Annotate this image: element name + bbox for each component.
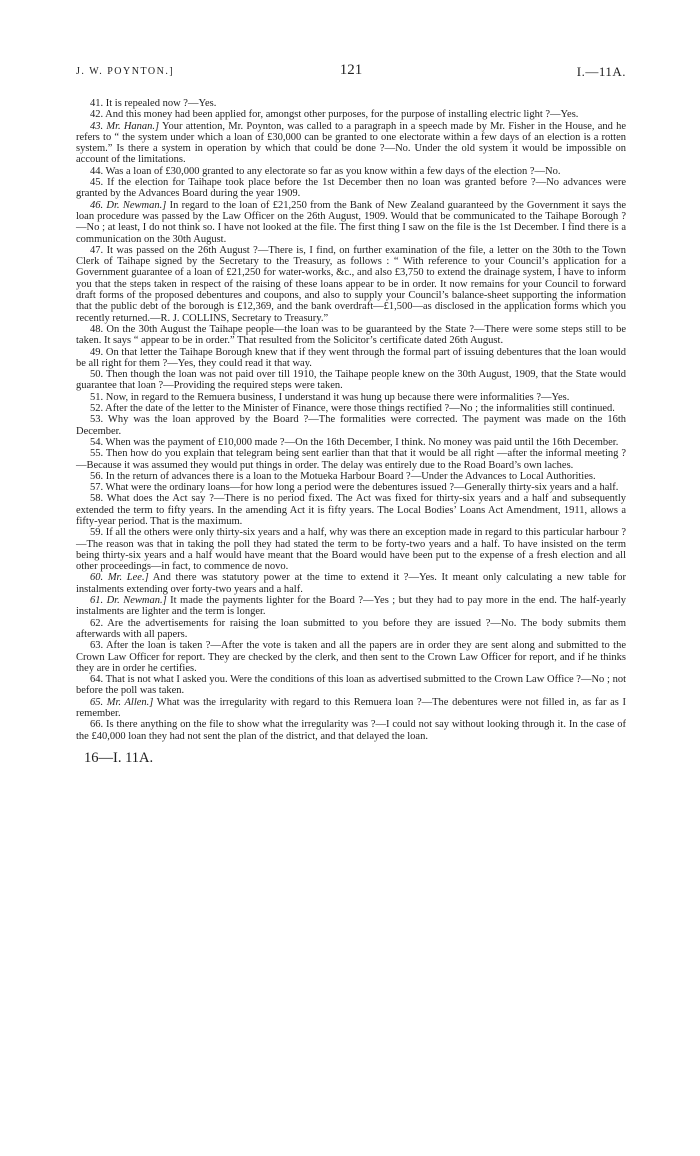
question-paragraph <box>76 640 626 674</box>
paragraph-text: 66. Is there anything on the file to show what the irregularity was ?—I could not say without looking through it. In the case of the £40,000 loan they had not sent the plan of the district, and that delayed the loan. <box>76 719 626 742</box>
question-paragraph <box>76 437 626 448</box>
question-paragraph <box>76 697 626 720</box>
question-paragraph <box>76 572 626 595</box>
paragraph-text: 58. What does the Act say ?—There is no period fixed. The Act was fixed for thirty-six years and a half and subsequently extended the term to fifty years. In the amending Act it is fifty years. The Local Bodies’ Loans Act Amendment, 1911, allows a fifty-year period. That is the maximum. <box>76 493 626 527</box>
question-paragraph <box>76 347 626 370</box>
question-paragraph <box>76 471 626 482</box>
paragraph-text: What was the irregularity with regard to this Remuera loan ?—The debentures were not filled in, as far as I remember. <box>76 696 626 720</box>
question-paragraph <box>76 166 626 177</box>
paragraph-text: And there was statutory power at the time to extend it ?—Yes. It meant only calculating a new table for instalments extending over forty-two years and a half. <box>76 572 626 595</box>
paragraph-text: 53. Why was the loan approved by the Board ?—The formalities were corrected. The payment was made on the 16th December. <box>76 414 626 437</box>
speaker-label: 65. Mr. Allen.] <box>90 696 154 708</box>
evidence-text <box>76 98 626 742</box>
paragraph-text: 41. It is repealed now ?—Yes. <box>90 98 217 109</box>
paragraph-text: 50. Then though the loan was not paid over till 1910, the Taihape people knew on the 30th August, 1909, that the State would guarantee that loan ?—Providing the required steps were taken. <box>76 369 626 392</box>
paragraph-text: 52. After the date of the letter to the Minister of Finance, were those things rectified ?—No ; the informalities still continued. <box>90 403 615 415</box>
question-paragraph <box>76 719 626 742</box>
paragraph-text: 47. It was passed on the 26th August ?—There is, I find, on further examination of the file, a letter on the 30th to the Town Clerk of Taihape signed by the Secretary to the Treasury, as follows : “ With reference to your Council’s application for a Government guarantee of a loan of £21,250 for water-works, &c., and also £3,750 to extend the drainage system, I have to inform you that the steps taken in respect of the raising of these loans appear to be in order. It now remains for your Council to forward draft forms of the proposed debentures and coupons, and also to supply your Council’s balance-sheet supporting the information that the public debt of the borough is £12,369, and the bank overdraft—£1,500—as disclosed in the application forms which you recently returned.—R. J. COLLINS, Secretary to Treasury.” <box>76 244 626 324</box>
question-paragraph <box>76 200 626 245</box>
question-paragraph <box>76 674 626 697</box>
paragraph-text: It made the payments lighter for the Board ?—Yes ; but they had to pay more in the end. The half-yearly instalments are lighter and the term is longer. <box>76 595 627 618</box>
paragraph-text: 42. And this money had been applied for, amongst other purposes, for the purpose of installing electric light ?—Yes. <box>90 109 579 121</box>
paragraph-text: 49. On that letter the Taihape Borough knew that if they went through the formal part of issuing debentures that the loan would be all right for them ?—Yes, they could read it that way. <box>76 346 626 369</box>
question-paragraph <box>76 618 626 641</box>
question-paragraph <box>76 414 626 437</box>
printer-signature: 16—I. 11A. <box>84 749 154 766</box>
question-paragraph <box>76 482 626 493</box>
paragraph-text: 59. If all the others were only thirty-six years and a half, why was there an exception made in regard to this particular harbour ?—The reason was that in taking the poll they had stated the term to be forty-two years and a half. To have insisted on the term being thirty-six years and a half would have meant that the Board would have been put to the expense of a fresh election and all other proceedings—in fact, to commence de novo. <box>76 527 626 573</box>
paragraph-text: 44. Was a loan of £30,000 granted to any electorate so far as you know within a few days of the election ?—No. <box>90 165 561 177</box>
paragraph-text: In regard to the loan of £21,250 from the Bank of New Zealand guaranteed by the Government it says the loan procedure was passed by the Law Officer on the 26th August, 1909. Would that be communicated to the Taihape Borough ?—No ; at least, I do not think so. I have not looked at the file. The first thing I saw on the file is the 1st December. I find there is a communication on the 30th August. <box>76 199 626 245</box>
question-paragraph <box>76 98 626 109</box>
question-paragraph <box>76 448 626 471</box>
witness-name: J. W. POYNTON.] <box>76 66 175 77</box>
paragraph-text: 48. On the 30th August the Taihape people—the loan was to be guaranteed by the State ?—There were some steps still to be taken. It says “ appear to be in order.” That resulted from the Solicitor’s certificate dated 26th August. <box>76 323 626 347</box>
question-paragraph <box>76 324 626 347</box>
paragraph-text: 62. Are the advertisements for raising the loan submitted to you before they are issued ?—No. The body submits them afterwards with all papers. <box>76 617 626 640</box>
question-paragraph <box>76 403 626 414</box>
speaker-label: 61. Dr. Newman.] <box>90 595 167 607</box>
page-header <box>76 62 626 86</box>
speaker-label: 43. Mr. Hanan.] <box>90 120 160 132</box>
page-number: 121 <box>339 62 363 78</box>
paragraph-text: 57. What were the ordinary loans—for how long a period were the debentures issued ?—Generally thirty-six years and a half. <box>90 482 619 494</box>
question-paragraph <box>76 121 626 166</box>
paragraph-text: 45. If the election for Taihape took place before the 1st December then no loan was granted before ?—No advances were granted by the Advances Board during the year 1909. <box>76 177 626 200</box>
paragraph-text: 55. Then how do you explain that telegram being sent earlier than that that it would be all right —after the informal meeting ?—Because it was assumed they would put things in order. The delay was entirely due to the Road Board’s own laches. <box>76 448 626 471</box>
paragraph-text: 63. After the loan is taken ?—After the vote is taken and all the papers are in order they are sent along and submitted to the Crown Law Officer for report. They are checked by the clerk, and then sent to the Crown Law Officer for report, and if he thinks they are in order he certifies. <box>76 640 626 674</box>
paragraph-text: 54. When was the payment of £10,000 made ?—On the 16th December, I think. No money was paid until the 16th December. <box>90 436 619 448</box>
paragraph-text: 64. That is not what I asked you. Were the conditions of this loan as advertised submitted to the Crown Law Office ?—No ; not before the poll was taken. <box>76 674 626 697</box>
question-paragraph <box>76 392 626 403</box>
question-paragraph <box>76 245 626 324</box>
question-paragraph <box>76 369 626 392</box>
paragraph-text: 51. Now, in regard to the Remuera business, I understand it was hung up because there were informalities ?—Yes. <box>90 391 570 403</box>
paragraph-text: 56. In the return of advances there is a loan to the Motueka Harbour Board ?—Under the Advances to Local Authorities. <box>90 470 596 482</box>
question-paragraph <box>76 177 626 200</box>
speaker-label: 46. Dr. Newman.] <box>90 199 167 211</box>
question-paragraph <box>76 493 626 527</box>
paper-reference: I.—11A. <box>576 64 626 79</box>
question-paragraph <box>76 527 626 572</box>
question-paragraph <box>76 595 626 618</box>
question-paragraph <box>76 109 626 120</box>
speaker-label: 60. Mr. Lee.] <box>90 572 149 584</box>
paragraph-text: Your attention, Mr. Poynton, was called to a paragraph in a speech made by Mr. Fisher in the House, and he refers to “ the system under which a loan of £30,000 can be granted to one electorate within a few days of an election is a rotten system.” Is there a system in operation by which that could be done ?—No. Under the old system it would be impossible on account of the limitations. <box>76 120 626 166</box>
